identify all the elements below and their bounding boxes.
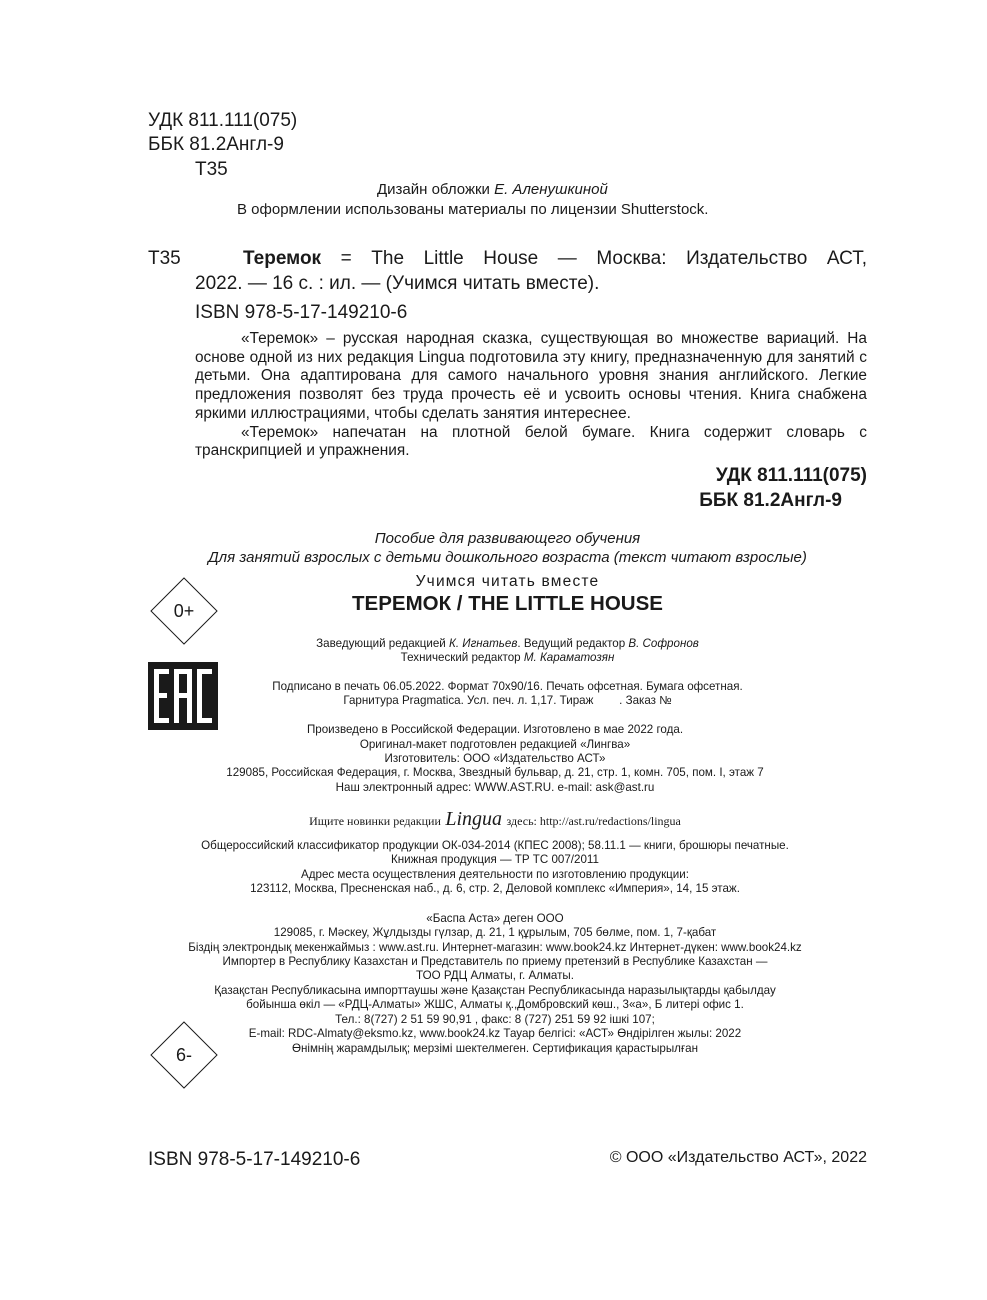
bbk-bold: ББК 81.2Англ-9 <box>699 490 842 511</box>
lingua-suffix: здесь: http://ast.ru/redactions/lingua <box>506 814 681 828</box>
bib-isbn: ISBN 978-5-17-149210-6 <box>195 302 408 323</box>
bbk-code: ББК 81.2Англ-9 <box>148 134 284 155</box>
kz-line-1: «Баспа Аста» деген ООО <box>426 912 564 925</box>
book-title: ТЕРЕМОК / THE LITTLE HOUSE <box>352 592 663 615</box>
kz-line-10: Өнімнің жарамдылық; мерзімі шектелмеген. Сертификация қарастырылған <box>291 1042 699 1055</box>
purpose-line-2: Для занятий взрослых с детьми дошкольного возраста (текст читают взрослые) <box>208 549 807 566</box>
kz-line-4: Импортер в Республику Казахстан и Представитель по приему претензий в Республике Казахстан — <box>222 955 768 968</box>
kz-line-5: ТОО РДЦ Алматы, г. Алматы. <box>416 969 574 982</box>
kz-line-3: Біздің электрондық мекенжаймыз : www.ast.ru. Интернет-магазин: www.book24.kz Интернет-дүкен: www.book24.kz <box>188 941 802 954</box>
kz-line-8: Тел.: 8(727) 2 51 59 90,91 , факс: 8 (727) 251 59 92 ішкі 107; <box>335 1013 655 1026</box>
lead-editor-label: . Ведущий редактор <box>517 637 629 650</box>
udk-bold: УДК 811.111(075) <box>715 465 867 486</box>
production-line-1: Произведено в Российской Федерации. Изготовлено в мае 2022 года. <box>306 723 684 736</box>
production-line-3: Изготовитель: ООО «Издательство АСТ» <box>384 752 606 765</box>
standards-line-3: Адрес места осуществления деятельности по изготовлению продукции: <box>301 868 689 881</box>
annotation-paragraph-1: «Теремок» – русская народная сказка, существующая во множестве вариаций. На основе одной из них редакция Lingua подготовила эту книгу, предназначенную для занятий с детьми. Она адаптирована для самого начального уровня знания английского. Легкие предложения позволят без труда прочесть её и усвоить основы чтения. Книга снабжена яркими иллюстрациями, чтобы сделать занятия интереснее. <box>195 330 867 422</box>
lingua-prefix: Ищите новинки редакции <box>309 814 441 828</box>
print-info-line-2: Гарнитура Pragmatica. Усл. печ. л. 1,17. Тираж . Заказ № <box>343 694 672 707</box>
standards-line-1: Общероссийский классификатор продукции ОК-034-2014 (КПЕС 2008); 58.11.1 — книги, брошюры печатные. <box>201 839 789 852</box>
cover-design-credit <box>377 181 608 198</box>
bib-line-1 <box>243 248 867 270</box>
standards-line-2: Книжная продукция — ТР ТС 007/2011 <box>391 853 599 866</box>
lingua-logo: Lingua <box>445 808 503 830</box>
eac-certification-icon <box>148 662 218 730</box>
lead-editor-name: В. Софронов <box>628 637 699 650</box>
age-rating-0-plus <box>150 577 218 645</box>
cover-design-label: Дизайн обложки <box>377 181 490 198</box>
production-line-2: Оригинал-макет подготовлен редакцией «Лингва» <box>359 738 631 751</box>
editors-line-1 <box>240 637 775 650</box>
tech-editor-label: Технический редактор <box>400 651 524 664</box>
purpose-line-1: Пособие для развивающего обучения <box>374 530 641 547</box>
production-line-4: 129085, Российская Федерация, г. Москва, Звездный бульвар, д. 21, стр. 1, комн. 705, пом. I, этаж 7 <box>226 766 764 779</box>
kz-line-9: E-mail: RDC-Almaty@eksmo.kz, www.book24.kz Тауар белгісі: «АСТ» Өндірілген жылы: 2022 <box>248 1027 742 1040</box>
kz-line-2: 129085, г. Мәскеу, Жұлдызды гүлзар, д. 21, 1 құрылым, 705 бөлме, пом. 1, 7-қабат <box>273 926 717 939</box>
bib-line-2: 2022. — 16 с. : ил. — (Учимся читать вместе). <box>195 273 600 294</box>
standards-line-4: 123112, Москва, Пресненская наб., д. 6, стр. 2, Деловой комплекс «Империя», 14, 15 этаж. <box>250 882 740 895</box>
eac-mark-text <box>148 662 150 663</box>
print-info-line-1: Подписано в печать 06.05.2022. Формат 70x90/16. Печать офсетная. Бумага офсетная. <box>272 680 743 693</box>
series-name: Учимся читать вместе <box>415 573 600 590</box>
age-rating-bottom-text: 6- <box>175 1044 192 1065</box>
footer-copyright: © ООО «Издательство АСТ», 2022 <box>609 1149 867 1166</box>
age-rating-top-text: 0+ <box>173 600 195 621</box>
production-line-5: Наш электронный адрес: WWW.AST.RU. e-mail: ask@ast.ru <box>335 781 655 794</box>
kz-line-6: Қазақстан Республикасына импорттаушы және Қазақстан Республикасында наразылықтарды қабылдау <box>214 984 776 997</box>
bib-line-1-rest: = The Little House — Москва: Издательство АСТ, <box>321 248 867 269</box>
kz-line-7: бойынша өкіл — «РДЦ-Алматы» ЖШС, Алматы қ.,Домбровский көш., 3«а», Б литері офис 1. <box>246 998 744 1011</box>
annotation <box>195 330 867 461</box>
udk-code: УДК 811.111(075) <box>148 110 298 131</box>
lingua-line <box>115 808 875 831</box>
bib-title: Теремок <box>243 248 322 269</box>
managing-editor-name: К. Игнатьев <box>449 637 518 650</box>
age-rating-6-minus <box>150 1021 218 1089</box>
annotation-paragraph-2: «Теремок» напечатан на плотной белой бумаге. Книга содержит словарь с транскрипцией и упражнения. <box>195 423 867 460</box>
tech-editor-name: М. Караматозян <box>523 651 615 664</box>
author-mark: Т35 <box>195 159 228 180</box>
cover-designer-name: Е. Аленушкиной <box>494 181 608 198</box>
managing-editor-label: Заведующий редакцией <box>316 637 449 650</box>
eac-mark <box>148 662 218 730</box>
editors-line-2 <box>240 651 775 664</box>
footer-isbn: ISBN 978-5-17-149210-6 <box>148 1149 361 1170</box>
bib-mark: Т35 <box>148 248 181 269</box>
materials-license: В оформлении использованы материалы по лицензии Shutterstock. <box>237 201 709 218</box>
